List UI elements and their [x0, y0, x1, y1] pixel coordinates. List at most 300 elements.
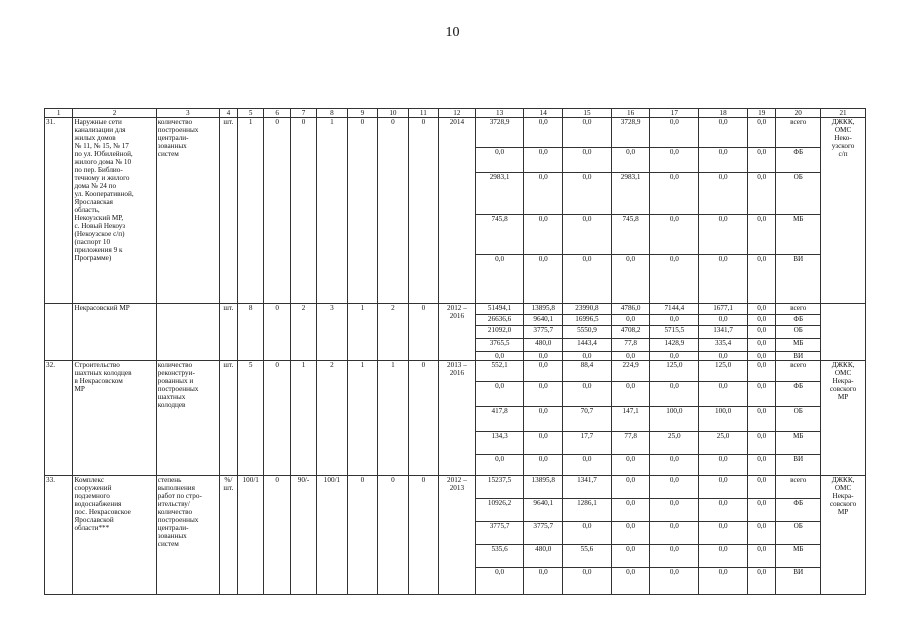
amount-cell: 134,3 [475, 432, 524, 455]
amount-cell: 0,0 [699, 352, 748, 361]
amount-cell: 0,0 [747, 255, 775, 304]
amount-cell: 0,0 [611, 522, 650, 545]
amount-cell: 10926,2 [475, 499, 524, 522]
indicator-name [156, 476, 219, 595]
fund-source: всего [776, 118, 821, 148]
indicator-line: ительству/ [157, 500, 190, 508]
amount-cell: 0,0 [611, 315, 650, 326]
amount-cell: 0,0 [747, 545, 775, 568]
responsible-party [821, 118, 866, 304]
measure-name-line: Ярославской [74, 516, 114, 524]
measure-name-line: МР [74, 385, 85, 393]
amount-cell: 0,0 [699, 522, 748, 545]
measure-name-line: ул. Кооперативной, [74, 190, 134, 198]
amount-cell: 77,8 [611, 339, 650, 352]
amount-cell: 0,0 [611, 455, 650, 476]
measure-name-line: дома № 24 по [74, 182, 117, 190]
measure-name-line: области*** [74, 524, 110, 532]
column-number: 21 [821, 109, 866, 118]
amount-cell: 0,0 [650, 118, 699, 148]
amount-cell: 125,0 [650, 361, 699, 382]
indicator-line: шахтных [157, 393, 186, 401]
indicator-line: централи- [157, 134, 189, 142]
measure-name-line: в Некрасовском [74, 377, 123, 385]
responsible-line: узского [831, 142, 855, 150]
measure-name-line: жилых домов [74, 134, 116, 142]
indicator-name [156, 118, 219, 304]
indicator-value: 0 [408, 476, 438, 595]
amount-cell: 0,0 [563, 255, 612, 304]
column-number: 4 [219, 109, 237, 118]
amount-cell: 3728,9 [475, 118, 524, 148]
unit: шт. [219, 118, 237, 304]
measure-name-line: пос. Некрасовское [74, 508, 131, 516]
amount-cell: 0,0 [650, 455, 699, 476]
fund-source: ОБ [776, 173, 821, 215]
indicator-value: 3 [317, 304, 347, 361]
amount-cell: 0,0 [699, 148, 748, 173]
column-number: 1 [45, 109, 73, 118]
measure-name-line: сооружений [74, 484, 112, 492]
amount-cell: 0,0 [563, 215, 612, 255]
amount-cell: 0,0 [475, 568, 524, 595]
amount-cell: 0,0 [747, 352, 775, 361]
indicator-value: 2 [378, 304, 408, 361]
amount-cell: 0,0 [650, 315, 699, 326]
fund-source: ВИ [776, 352, 821, 361]
indicator-line: построенных [157, 516, 199, 524]
amount-cell: 100,0 [650, 407, 699, 432]
amount-cell: 0,0 [563, 382, 612, 407]
amount-cell: 17,7 [563, 432, 612, 455]
indicator-line: систем [157, 150, 179, 158]
indicator-line: количество [157, 508, 193, 516]
responsible-party [821, 476, 866, 595]
fund-source: ВИ [776, 455, 821, 476]
column-number: 14 [524, 109, 563, 118]
amount-cell: 0,0 [650, 255, 699, 304]
indicator-value: 1 [290, 361, 316, 476]
amount-cell: 25,0 [650, 432, 699, 455]
measure-name-line: Некоузский МР, [74, 214, 124, 222]
amount-cell: 0,0 [524, 432, 563, 455]
amount-cell: 70,7 [563, 407, 612, 432]
fund-source: МБ [776, 545, 821, 568]
amount-cell: 335,4 [699, 339, 748, 352]
indicator-line: построенных [157, 385, 199, 393]
measure-name [73, 476, 156, 595]
measure-name-line: по ул. Юбилейной, [74, 150, 133, 158]
indicator-value: 100/1 [317, 476, 347, 595]
amount-cell: 0,0 [563, 148, 612, 173]
indicator-value: 1 [378, 361, 408, 476]
amount-cell: 480,0 [524, 339, 563, 352]
amount-cell: 0,0 [747, 522, 775, 545]
amount-cell: 0,0 [524, 382, 563, 407]
column-number: 5 [238, 109, 264, 118]
column-number: 9 [347, 109, 377, 118]
amount-cell: 0,0 [475, 352, 524, 361]
amount-cell: 0,0 [747, 118, 775, 148]
column-number: 16 [611, 109, 650, 118]
amount-cell: 0,0 [747, 148, 775, 173]
fund-source: МБ [776, 432, 821, 455]
unit-line: шт. [223, 484, 234, 492]
fund-source: ОБ [776, 522, 821, 545]
amount-cell: 0,0 [747, 326, 775, 339]
amount-cell: 4786,0 [611, 304, 650, 315]
years-line: 2012 – [447, 476, 467, 484]
amount-cell: 3728,9 [611, 118, 650, 148]
indicator-line: работ по стро- [157, 492, 202, 500]
fund-source: ОБ [776, 407, 821, 432]
funding-row [45, 476, 866, 499]
indicator-value: 0 [378, 118, 408, 304]
column-number: 6 [264, 109, 290, 118]
indicator-line: построенных [157, 126, 199, 134]
amount-cell: 0,0 [475, 148, 524, 173]
amount-cell: 224,9 [611, 361, 650, 382]
amount-cell: 0,0 [699, 215, 748, 255]
amount-cell: 88,4 [563, 361, 612, 382]
measure-name-line: жилого дома № 10 [74, 158, 132, 166]
fund-source: ФБ [776, 148, 821, 173]
amount-cell: 1286,1 [563, 499, 612, 522]
row-number: 32. [45, 361, 73, 476]
amount-cell: 0,0 [747, 407, 775, 432]
measure-name [73, 118, 156, 304]
amount-cell: 0,0 [563, 455, 612, 476]
measure-name: Некрасовский МР [73, 304, 156, 361]
measure-name-line: Строительство [74, 361, 120, 369]
measure-name-line: область, [74, 206, 100, 214]
measure-name-line: № 11, № 15, № 17 [74, 142, 129, 150]
amount-cell: 0,0 [699, 499, 748, 522]
amount-cell: 0,0 [747, 315, 775, 326]
responsible-line: ОМС [834, 126, 852, 134]
indicator-value: 1 [347, 304, 377, 361]
amount-cell: 0,0 [650, 476, 699, 499]
responsible-line: ДЖКК, [831, 118, 855, 126]
measure-name-line: течному и жилого [74, 174, 130, 182]
responsible-line: Некра- [832, 492, 854, 500]
amount-cell: 51494,1 [475, 304, 524, 315]
amount-cell: 0,0 [611, 476, 650, 499]
amount-cell: 0,0 [524, 173, 563, 215]
years-line: 2013 [449, 484, 465, 492]
amount-cell: 552,1 [475, 361, 524, 382]
amount-cell: 0,0 [611, 352, 650, 361]
amount-cell: 0,0 [650, 382, 699, 407]
amount-cell: 0,0 [650, 352, 699, 361]
indicator-line: централи- [157, 524, 189, 532]
years-line: 2016 [449, 312, 465, 320]
responsible-party [821, 361, 866, 476]
amount-cell: 0,0 [699, 118, 748, 148]
amount-cell: 0,0 [475, 255, 524, 304]
fund-source: всего [776, 361, 821, 382]
amount-cell: 4708,2 [611, 326, 650, 339]
amount-cell: 0,0 [699, 255, 748, 304]
amount-cell: 25,0 [699, 432, 748, 455]
years [439, 304, 476, 361]
responsible-line: совского [829, 500, 857, 508]
years-line: 2013 – [447, 361, 467, 369]
page-number: 10 [445, 25, 460, 40]
amount-cell: 13895,8 [524, 304, 563, 315]
fund-source: ФБ [776, 382, 821, 407]
responsible-line: совского [829, 385, 857, 393]
indicator-value: 8 [238, 304, 264, 361]
column-number: 7 [290, 109, 316, 118]
fund-source: МБ [776, 215, 821, 255]
amount-cell: 5715,5 [650, 326, 699, 339]
amount-cell: 100,0 [699, 407, 748, 432]
amount-cell: 0,0 [524, 255, 563, 304]
responsible-line: Некра- [832, 377, 854, 385]
indicator-value: 0 [290, 118, 316, 304]
indicator-line: колодцев [157, 401, 186, 409]
measure-name-line: приложения 9 к [74, 246, 123, 254]
column-number: 17 [650, 109, 699, 118]
fund-source: ВИ [776, 255, 821, 304]
years [439, 361, 476, 476]
amount-cell: 0,0 [747, 215, 775, 255]
amount-cell: 0,0 [747, 455, 775, 476]
amount-cell: 55,6 [563, 545, 612, 568]
measure-name-line: Комплекс [74, 476, 105, 484]
amount-cell: 0,0 [650, 173, 699, 215]
amount-cell: 480,0 [524, 545, 563, 568]
fund-source: ФБ [776, 499, 821, 522]
responsible-line: МР [837, 393, 849, 401]
amount-cell: 0,0 [611, 382, 650, 407]
amount-cell: 0,0 [563, 522, 612, 545]
row-number: 31. [45, 118, 73, 304]
responsible-line: Неко- [834, 134, 852, 142]
column-number: 19 [747, 109, 775, 118]
measure-name-line: канализации для [74, 126, 126, 134]
amount-cell: 0,0 [699, 476, 748, 499]
fund-source: ФБ [776, 315, 821, 326]
amount-cell: 0,0 [475, 382, 524, 407]
years [439, 476, 476, 595]
years-line: 2012 – [447, 304, 467, 312]
amount-cell: 1443,4 [563, 339, 612, 352]
column-number: 3 [156, 109, 219, 118]
amount-cell: 0,0 [611, 148, 650, 173]
amount-cell: 0,0 [650, 148, 699, 173]
amount-cell: 745,8 [475, 215, 524, 255]
amount-cell: 0,0 [524, 118, 563, 148]
amount-cell: 0,0 [563, 173, 612, 215]
unit-line: %/ [224, 476, 233, 484]
fund-source: ОБ [776, 326, 821, 339]
measure-name-line: шахтных колодцев [74, 369, 132, 377]
column-number: 10 [378, 109, 408, 118]
amount-cell: 5550,9 [563, 326, 612, 339]
amount-cell: 77,8 [611, 432, 650, 455]
column-number: 13 [475, 109, 524, 118]
indicator-value: 1 [317, 118, 347, 304]
row-number: 33. [45, 476, 73, 595]
indicator-line: количество [157, 361, 193, 369]
indicator-line: систем [157, 540, 179, 548]
amount-cell: 0,0 [611, 568, 650, 595]
amount-cell: 0,0 [747, 339, 775, 352]
indicator-line: степень [157, 476, 182, 484]
amount-cell: 0,0 [650, 522, 699, 545]
responsible-line: ДЖКК, [831, 361, 855, 369]
column-number: 20 [776, 109, 821, 118]
amount-cell: 0,0 [563, 568, 612, 595]
amount-cell: 9640,1 [524, 315, 563, 326]
measure-name-line: Ярославская [74, 198, 113, 206]
indicator-value: 0 [264, 304, 290, 361]
amount-cell: 15237,5 [475, 476, 524, 499]
indicator-line: зованных [157, 532, 187, 540]
indicator-name [156, 304, 219, 361]
measure-name-line: Программе) [74, 254, 112, 262]
amount-cell: 745,8 [611, 215, 650, 255]
measure-name-line: (Некоузское с/п) [74, 230, 125, 238]
indicator-line: количество [157, 118, 193, 126]
amount-cell: 0,0 [747, 432, 775, 455]
responsible-party [821, 304, 866, 361]
amount-cell: 0,0 [699, 382, 748, 407]
amount-cell: 2983,1 [611, 173, 650, 215]
amount-cell: 0,0 [699, 455, 748, 476]
responsible-line: МР [837, 508, 849, 516]
indicator-value: 0 [347, 118, 377, 304]
fund-source: ВИ [776, 568, 821, 595]
amount-cell: 16996,5 [563, 315, 612, 326]
years: 2014 [439, 118, 476, 304]
amount-cell: 0,0 [747, 499, 775, 522]
years-line: 2016 [449, 369, 465, 377]
amount-cell: 1677,1 [699, 304, 748, 315]
amount-cell: 13895,8 [524, 476, 563, 499]
amount-cell: 0,0 [699, 173, 748, 215]
indicator-value: 90/- [290, 476, 316, 595]
amount-cell: 21092,0 [475, 326, 524, 339]
amount-cell: 0,0 [747, 304, 775, 315]
indicator-value: 100/1 [238, 476, 264, 595]
indicator-line: выполнения [157, 484, 195, 492]
responsible-line: ОМС [834, 484, 852, 492]
measure-name-line: с. Новый Некоуз [74, 222, 126, 230]
indicator-value: 2 [290, 304, 316, 361]
responsible-line: с/п [838, 150, 848, 158]
amount-cell: 0,0 [524, 352, 563, 361]
funding-row [45, 118, 866, 148]
amount-cell: 0,0 [524, 407, 563, 432]
amount-cell: 2983,1 [475, 173, 524, 215]
amount-cell: 0,0 [563, 118, 612, 148]
unit: шт. [219, 361, 237, 476]
amount-cell: 0,0 [747, 382, 775, 407]
column-number: 2 [73, 109, 156, 118]
amount-cell: 0,0 [475, 455, 524, 476]
column-number: 15 [563, 109, 612, 118]
fund-source: всего [776, 476, 821, 499]
amount-cell: 3775,7 [475, 522, 524, 545]
amount-cell: 0,0 [611, 255, 650, 304]
unit: шт. [219, 304, 237, 361]
amount-cell: 0,0 [563, 352, 612, 361]
amount-cell: 0,0 [699, 315, 748, 326]
amount-cell: 26636,6 [475, 315, 524, 326]
amount-cell: 0,0 [747, 361, 775, 382]
indicator-value: 1 [238, 118, 264, 304]
amount-cell: 0,0 [650, 568, 699, 595]
amount-cell: 0,0 [611, 499, 650, 522]
indicator-value: 0 [347, 476, 377, 595]
amount-cell: 417,8 [475, 407, 524, 432]
measure-name-line: подземного [74, 492, 110, 500]
amount-cell: 0,0 [747, 173, 775, 215]
indicator-line: реконструи- [157, 369, 195, 377]
column-number-row [45, 109, 866, 118]
amount-cell: 0,0 [747, 476, 775, 499]
amount-cell: 3775,7 [524, 522, 563, 545]
indicator-value: 0 [378, 476, 408, 595]
amount-cell: 1428,9 [650, 339, 699, 352]
amount-cell: 3775,7 [524, 326, 563, 339]
indicator-value: 2 [317, 361, 347, 476]
amount-cell: 3765,5 [475, 339, 524, 352]
funding-row [45, 304, 866, 315]
amount-cell: 1341,7 [699, 326, 748, 339]
column-number: 12 [439, 109, 476, 118]
amount-cell: 0,0 [699, 568, 748, 595]
amount-cell: 535,6 [475, 545, 524, 568]
fund-source: МБ [776, 339, 821, 352]
responsible-line: ДЖКК, [831, 476, 855, 484]
indicator-value: 0 [264, 361, 290, 476]
indicator-line: рованных и [157, 377, 194, 385]
measure-name-line: водоснабжения [74, 500, 122, 508]
measure-name-line: Наружные сети [74, 118, 122, 126]
responsible-line: ОМС [834, 369, 852, 377]
indicator-value: 0 [264, 118, 290, 304]
amount-cell: 0,0 [524, 568, 563, 595]
indicator-value: 0 [264, 476, 290, 595]
fund-source: всего [776, 304, 821, 315]
indicator-value: 0 [408, 361, 438, 476]
funding-row [45, 361, 866, 382]
amount-cell: 7144,4 [650, 304, 699, 315]
amount-cell: 9640,1 [524, 499, 563, 522]
amount-cell: 23990,8 [563, 304, 612, 315]
amount-cell: 0,0 [747, 568, 775, 595]
indicator-value: 0 [408, 304, 438, 361]
amount-cell: 0,0 [650, 499, 699, 522]
amount-cell: 0,0 [524, 361, 563, 382]
indicator-value: 1 [347, 361, 377, 476]
measure-name [73, 361, 156, 476]
amount-cell: 125,0 [699, 361, 748, 382]
program-table [44, 108, 866, 595]
amount-cell: 147,1 [611, 407, 650, 432]
column-number: 11 [408, 109, 438, 118]
amount-cell: 0,0 [524, 455, 563, 476]
indicator-value: 5 [238, 361, 264, 476]
column-number: 18 [699, 109, 748, 118]
unit [219, 476, 237, 595]
row-number [45, 304, 73, 361]
amount-cell: 0,0 [611, 545, 650, 568]
